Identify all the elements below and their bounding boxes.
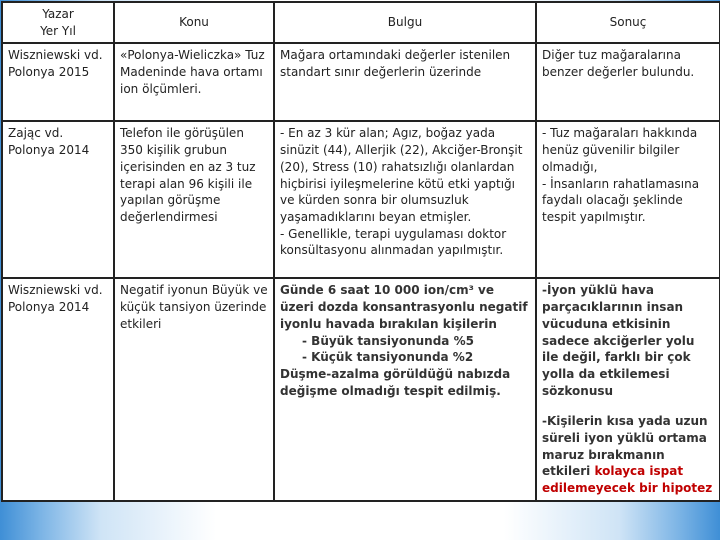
study-table: [1, 1, 720, 502]
header-result: Sonuç: [536, 2, 720, 43]
row3-finding-item-2: - Küçük tansiyonunda %2: [302, 350, 474, 365]
table-row: [2, 278, 720, 500]
row3-result-p2: -Kişilerin kısa yada uzun süreli iyon yüklü ortama maruz bırakmanın etkileri: [542, 414, 708, 479]
row1-author: Wiszniewski vd. Polonya 2015: [2, 43, 114, 121]
row3-result-p2-highlight: kolayca ispat edilemeyecek bir hipotez: [542, 464, 713, 496]
row3-result-p1: -İyon yüklü hava parçacıklarının insan vücuduna etkisinin sadece akciğerler yolu ile değil, farklı bir çok yolla da etkilemesi sözkonusu: [542, 283, 695, 398]
table-header-row: [2, 2, 720, 43]
row3-finding-item-1: - Büyük tansiyonunda %5: [302, 333, 474, 348]
header-topic: Konu: [114, 2, 274, 43]
row3-finding: [274, 278, 536, 500]
row1-topic: «Polonya-Wieliczka» Tuz Madeninde hava ortamı ion ölçümleri.: [114, 43, 274, 121]
table-row: [2, 43, 720, 121]
row2-topic: Telefon ile görüşülen 350 kişilik grubun içerisinden en az 3 tuz terapi alan 96 kişili ile yapılan görüşme değerlendirmesi: [114, 121, 274, 278]
table-row: [2, 121, 720, 278]
row3-result: [536, 278, 720, 500]
row2-finding: - En az 3 kür alan; Agız, boğaz yada sinüzit (44), Allerjik (22), Akciğer-Bronşit (20), Stress (10) rahatsızlığı olanlardan hiçbirisi iyileşmelerine kötü etki yaptığı ve kürden sonra bir olumsuzluk yaşamadıklarını beyan etmişler. - Genellikle, terapi uygulaması doktor konsültasyonu alınmadan yapılmıştır.: [274, 121, 536, 278]
row3-finding-lead: Günde 6 saat 10 000 ion/cm³ ve üzeri dozda konsantrasyonlu negatif iyonlu havada bırakılan kişilerin: [280, 283, 528, 331]
row2-author: Zając vd. Polonya 2014: [2, 121, 114, 278]
row2-result: - Tuz mağaraları hakkında henüz güvenilir bilgiler olmadığı, - İnsanların rahatlamasına faydalı olacağı şeklinde tespit yapılmıştır.: [536, 121, 720, 278]
paragraph-gap: [542, 399, 714, 413]
header-author: Yazar Yer Yıl: [2, 2, 114, 43]
row1-finding: Mağara ortamındaki değerler istenilen standart sınır değerlerin üzerinde: [274, 43, 536, 121]
row1-result: Diğer tuz mağaralarına benzer değerler bulundu.: [536, 43, 720, 121]
row3-finding-tail: Düşme-azalma görüldüğü nabızda değişme olmadığı tespit edilmiş.: [280, 366, 511, 398]
row3-topic: Negatif iyonun Büyük ve küçük tansiyon üzerinde etkileri: [114, 278, 274, 500]
row3-author: Wiszniewski vd. Polonya 2014: [2, 278, 114, 500]
header-finding: Bulgu: [274, 2, 536, 43]
